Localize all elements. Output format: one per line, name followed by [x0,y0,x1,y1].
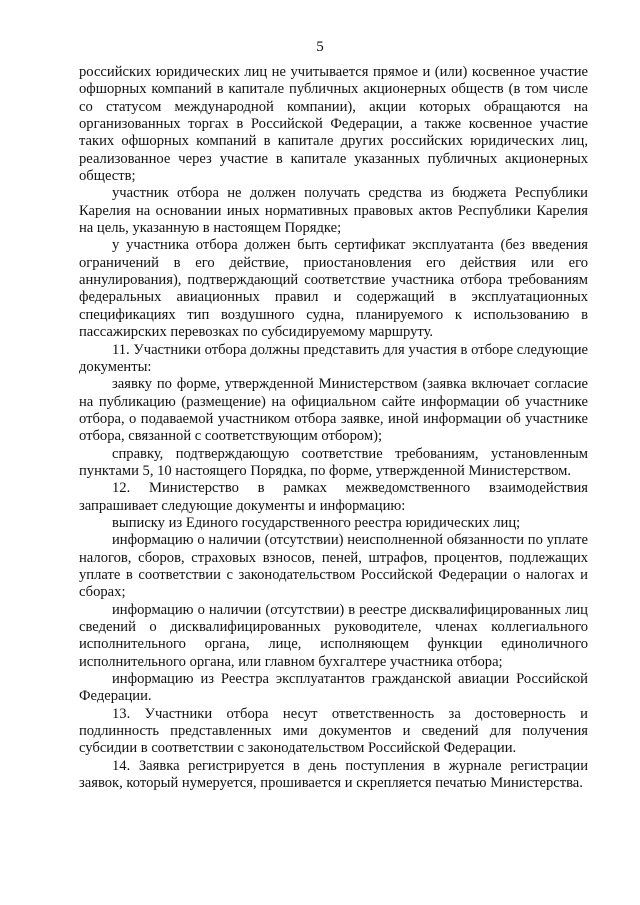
paragraph-item-14: 14. Заявка регистрируется в день поступления в журнале регистрации заявок, который нумеруется, прошивается и скрепляется печатью Министерства. [79,757,588,792]
document-body [79,64,588,792]
paragraph: информацию из Реестра эксплуатантов гражданской авиации Российской Федерации. [79,671,588,705]
paragraph: заявку по форме, утвержденной Министерством (заявка включает согласие на публикацию (размещение) на официальном сайте информации об участнике отбора, о подаваемой участником отбора заявке, иной информации об участнике отбора, связанной с соответствующим отбором); [79,376,588,445]
paragraph-item-13: 13. Участники отбора несут ответственность за достоверность и подлинность представленных ими документов и сведений для получения субсидии в соответствии с законодательством Российской Федерации. [79,705,588,757]
paragraph-item-12: 12. Министерство в рамках межведомственного взаимодействия запрашивает следующие документы и информацию: [79,480,588,514]
paragraph: информацию о наличии (отсутствии) неисполненной обязанности по уплате налогов, сборов, страховых взносов, пеней, штрафов, процентов, подлежащих уплате в соответствии с законодательством Российской Федерации о налогах и сборах; [79,532,588,601]
paragraph-item-11: 11. Участники отбора должны представить для участия в отборе следующие документы: [79,341,588,375]
paragraph: участник отбора не должен получать средства из бюджета Республики Карелия на основании иных нормативных правовых актов Республики Карелия на цель, указанную в настоящем Порядке; [79,185,588,237]
paragraph: справку, подтверждающую соответствие требованиям, установленным пунктами 5, 10 настоящего Порядка, по форме, утвержденной Министерством. [79,445,588,479]
paragraph: выписку из Единого государственного реестра юридических лиц; [112,514,521,531]
paragraph-continuation: российских юридических лиц не учитывается прямое и (или) косвенное участие офшорных компаний в капитале публичных акционерных обществ (в том числе со статусом международной компании), акции которых обращаются на организованных торгах в Российской Федерации, а также косвенное участие таких офшорных компаний в капитале других российских юридических лиц, реализованное через участие в капитале указанных публичных акционерных обществ; [79,64,588,185]
paragraph: у участника отбора должен быть сертификат эксплуатанта (без введения ограничений в его действие, приостановления его действия или его аннулирования), подтверждающий соответствие участника отбора требованиям федеральных авиационных правил и содержащий в эксплуатационных спецификациях тип воздушного судна, планируемого к использованию в пассажирских перевозках по субсидируемому маршруту. [79,237,588,341]
paragraph: информацию о наличии (отсутствии) в реестре дисквалифицированных лиц сведений о дисквалифицированных руководителе, членах коллегиального исполнительного органа, лице, исполняющем функции единоличного исполнительного органа, или главном бухгалтере участника отбора; [79,601,588,670]
page-number: 5 [316,39,324,55]
